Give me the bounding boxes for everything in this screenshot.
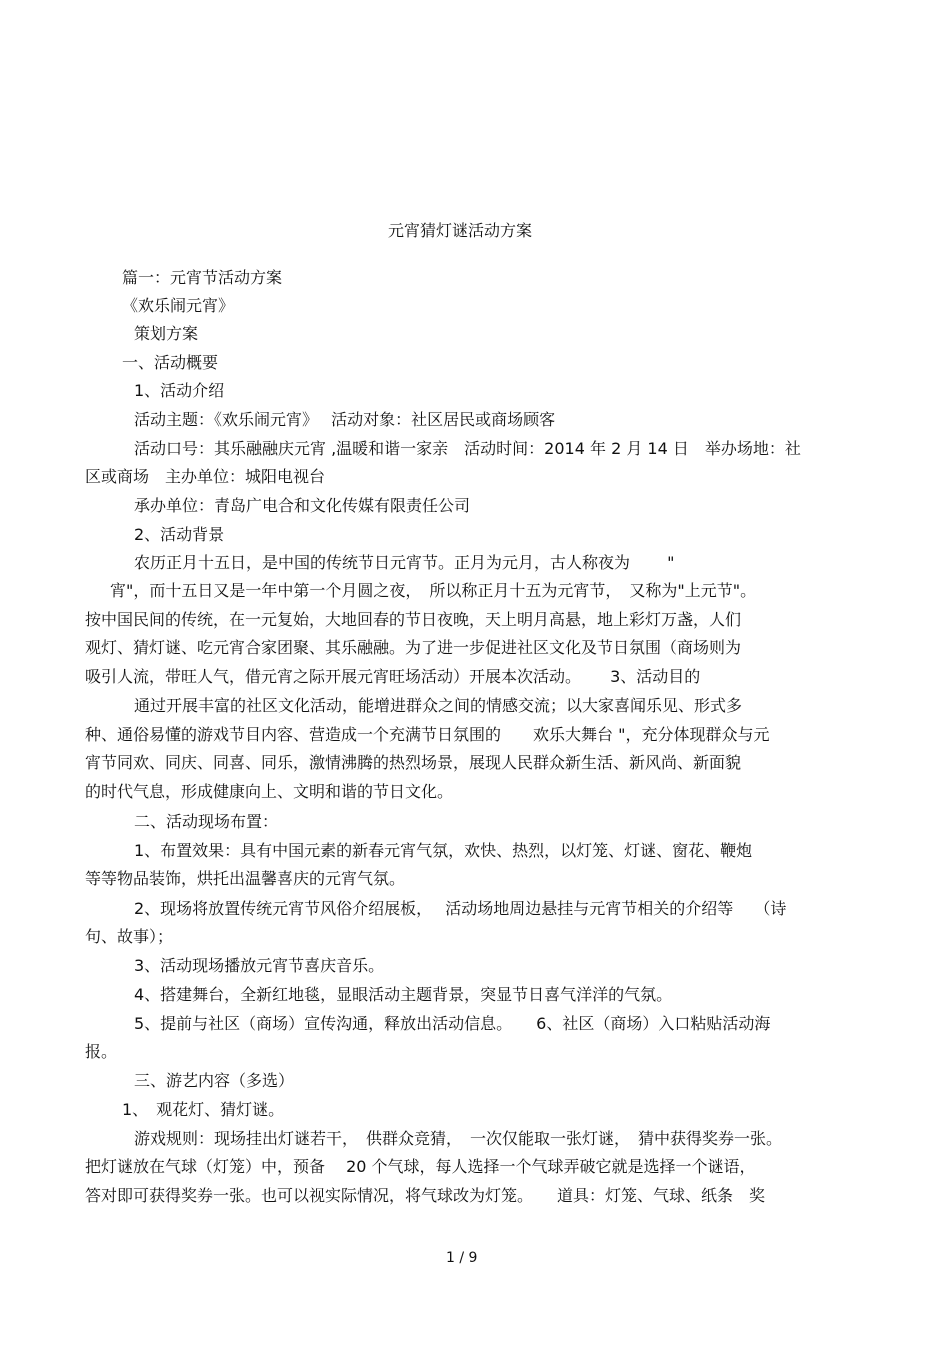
- text-line: 活动口号：其乐融融庆元宵 ,温暖和谐一家亲 活动时间：2014 年 2 月 14 日 举办场地：社: [134, 439, 801, 458]
- text-line: 把灯谜放在气球（灯笼）中，预备 20 个气球，每人选择一个气球弄破它就是选择一个谜语，: [85, 1157, 756, 1176]
- text-line: 游戏规则：现场挂出灯谜若干， 供群众竞猜， 一次仅能取一张灯谜， 猜中获得奖券一张。: [134, 1129, 783, 1148]
- page-number: 1 / 9: [446, 1250, 478, 1266]
- text-line: 活动主题：《欢乐闹元宵》 活动对象：社区居民或商场顾客: [134, 410, 556, 429]
- text-line: 1、活动介绍: [134, 381, 225, 400]
- section-heading: 三、游艺内容（多选）: [134, 1071, 295, 1090]
- text-line: 《欢乐闹元宵》: [122, 296, 235, 315]
- text-line: 4、搭建舞台，全新红地毯，显眼活动主题背景，突显节日喜气洋洋的气氛。: [134, 985, 673, 1004]
- text-line: 篇一：元宵节活动方案: [122, 268, 283, 287]
- text-line: 1、 观花灯、猜灯谜。: [122, 1100, 285, 1119]
- text-line: 农历正月十五日，是中国的传统节日元宵节。正月为元月，古人称夜为 ": [134, 553, 675, 572]
- text-line: 种、通俗易懂的游戏节目内容、营造成一个充满节日氛围的 欢乐大舞台 "，充分体现群众与元: [85, 725, 770, 744]
- text-line: 句、故事）；: [85, 927, 174, 946]
- text-line: 2、活动背景: [134, 525, 225, 544]
- text-line: 等等物品装饰，烘托出温馨喜庆的元宵气氛。: [85, 869, 406, 888]
- document-title: 元宵猜灯谜活动方案: [388, 221, 533, 240]
- text-line: 观灯、猜灯谜、吃元宵合家团聚、其乐融融。为了进一步促进社区文化及节日氛围（商场则为: [85, 638, 742, 657]
- text-line: 1、布置效果：具有中国元素的新春元宵气氛，欢快、热烈，以灯笼、灯谜、窗花、鞭炮: [134, 841, 753, 860]
- text-line: 宵"，而十五日又是一年中第一个月圆之夜， 所以称正月十五为元宵节， 又称为"上元节"。: [110, 581, 757, 600]
- text-line: 5、提前与社区（商场）宣传沟通，释放出活动信息。 6、社区（商场）入口粘贴活动海: [134, 1014, 771, 1033]
- text-line: 吸引人流，带旺人气，借元宵之际开展元宵旺场活动）开展本次活动。 3、活动目的: [85, 667, 701, 686]
- text-line: 的时代气息，形成健康向上、文明和谐的节日文化。: [85, 782, 454, 801]
- text-line: 通过开展丰富的社区文化活动，能增进群众之间的情感交流；以大家喜闻乐见、形式多: [134, 696, 743, 715]
- text-line: 3、活动现场播放元宵节喜庆音乐。: [134, 956, 385, 975]
- text-line: 2、现场将放置传统元宵节风俗介绍展板， 活动场地周边悬挂与元宵节相关的介绍等 （诗: [134, 899, 787, 918]
- text-line: 答对即可获得奖券一张。也可以视实际情况，将气球改为灯笼。 道具：灯笼、气球、纸条 奖: [85, 1186, 766, 1205]
- section-heading: 一、活动概要: [122, 353, 219, 372]
- text-line: 区或商场 主办单位：城阳电视台: [85, 467, 326, 486]
- text-line: 报。: [85, 1042, 118, 1061]
- text-line: 策划方案: [134, 324, 199, 343]
- text-line: 按中国民间的传统，在一元复始，大地回春的节日夜晚，天上明月高悬，地上彩灯万盏，人们: [85, 610, 742, 629]
- section-heading: 二、活动现场布置：: [134, 812, 279, 831]
- text-line: 宵节同欢、同庆、同喜、同乐，激情沸腾的热烈场景，展现人民群众新生活、新风尚、新面貌: [85, 753, 742, 772]
- text-line: 承办单位：青岛广电合和文化传媒有限责任公司: [134, 496, 471, 515]
